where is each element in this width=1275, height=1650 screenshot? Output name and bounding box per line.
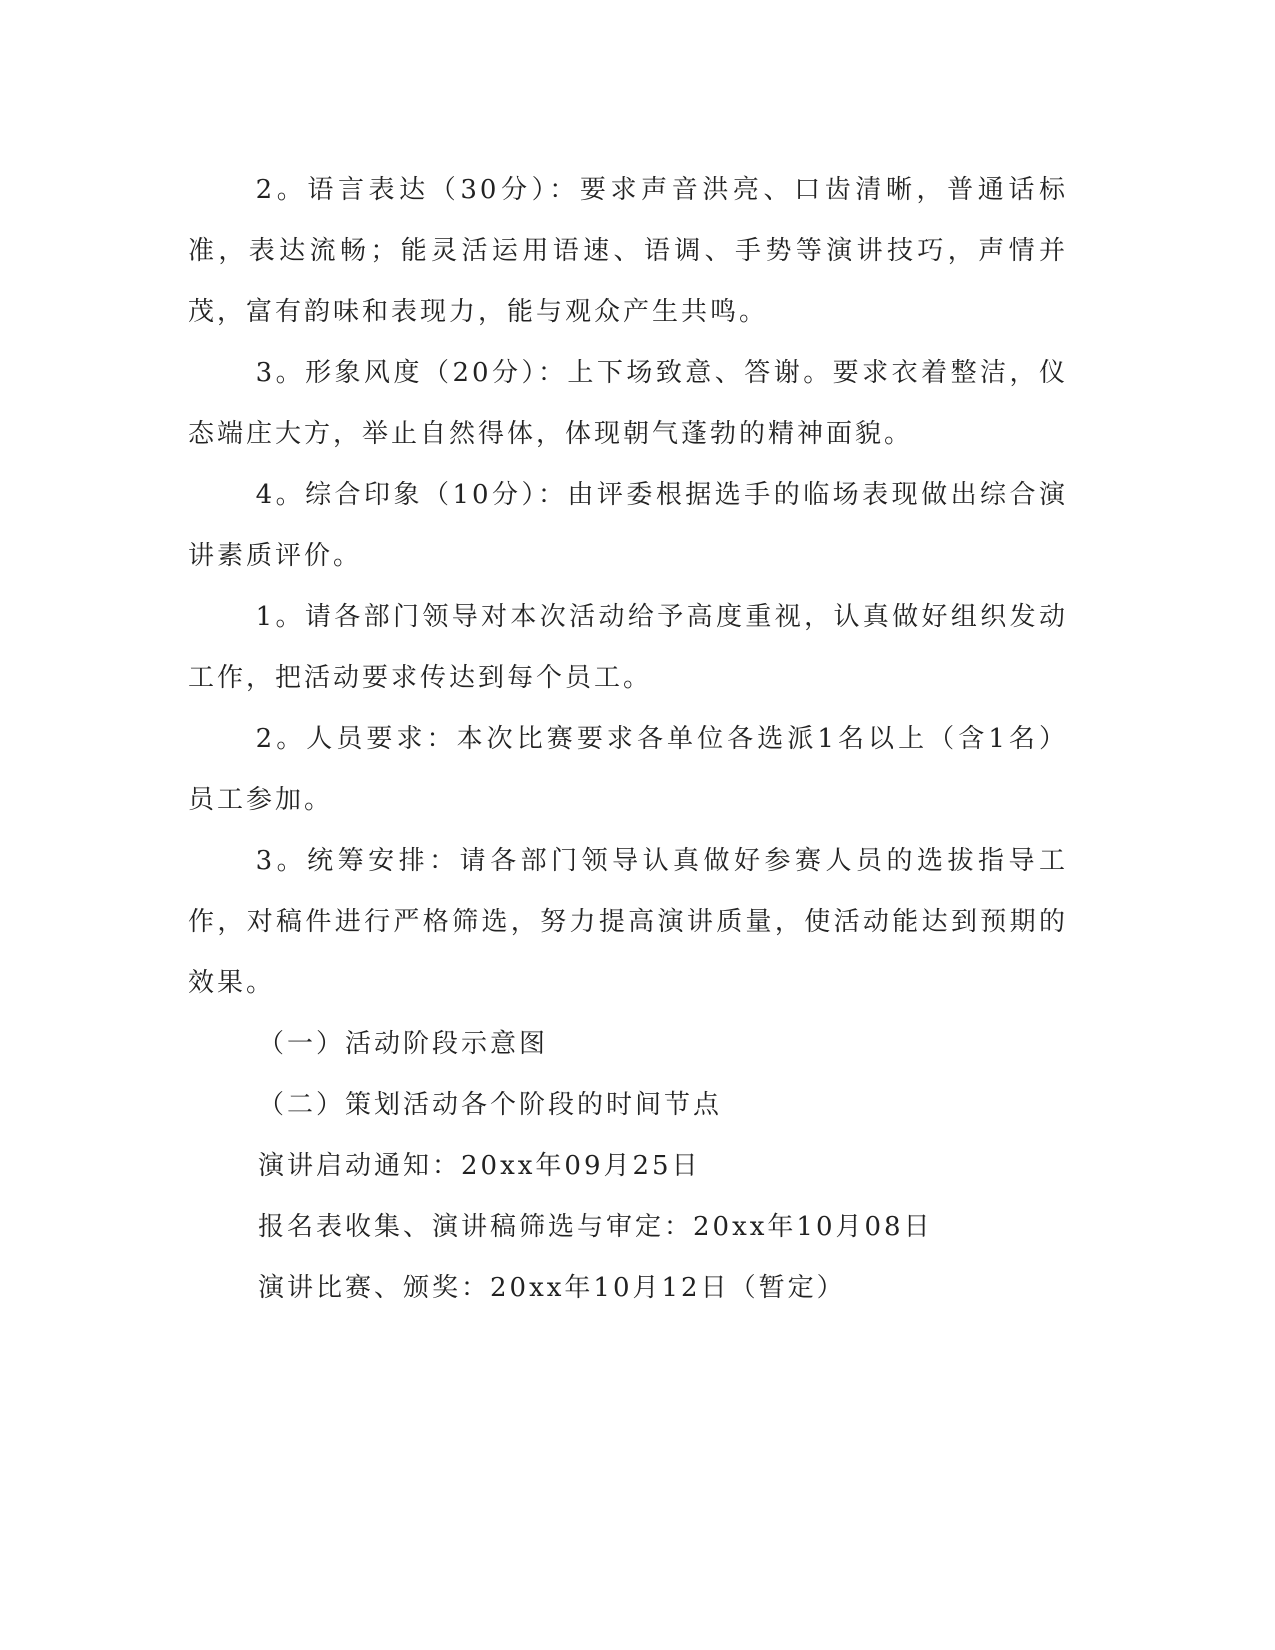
schedule-item-registration: 报名表收集、演讲稿筛选与审定：20xx年10月08日 <box>258 1212 933 1242</box>
section-heading-stage-diagram: （一）活动阶段示意图 <box>258 1029 549 1059</box>
paragraph-leadership-attention: 1。请各部门领导对本次活动给予高度重视，认真做好组织发动工作，把活动要求传达到每个员工。 <box>188 602 1068 693</box>
paragraph-language-expression: 2。语言表达（30分）：要求声音洪亮、口齿清晰，普通话标准，表达流畅；能灵活运用语速、语调、手势等演讲技巧，声情并茂，富有韵味和表现力，能与观众产生共鸣。 <box>188 175 1068 327</box>
paragraph-overall-arrangement: 3。统筹安排：请各部门领导认真做好参赛人员的选拔指导工作，对稿件进行严格筛选，努力提高演讲质量，使活动能达到预期的效果。 <box>188 846 1068 998</box>
document-body <box>188 160 1068 1319</box>
paragraph-personnel-requirements: 2。人员要求：本次比赛要求各单位各选派1名以上（含1名）员工参加。 <box>188 724 1068 815</box>
paragraph-overall-impression: 4。综合印象（10分）：由评委根据选手的临场表现做出综合演讲素质评价。 <box>188 480 1068 571</box>
paragraph-image-demeanor: 3。形象风度（20分）：上下场致意、答谢。要求衣着整洁，仪态端庄大方，举止自然得体，体现朝气蓬勃的精神面貌。 <box>188 358 1068 449</box>
schedule-item-launch: 演讲启动通知：20xx年09月25日 <box>258 1151 701 1181</box>
section-heading-time-nodes: （二）策划活动各个阶段的时间节点 <box>258 1090 723 1120</box>
schedule-item-competition: 演讲比赛、颁奖：20xx年10月12日（暂定） <box>258 1273 846 1303</box>
